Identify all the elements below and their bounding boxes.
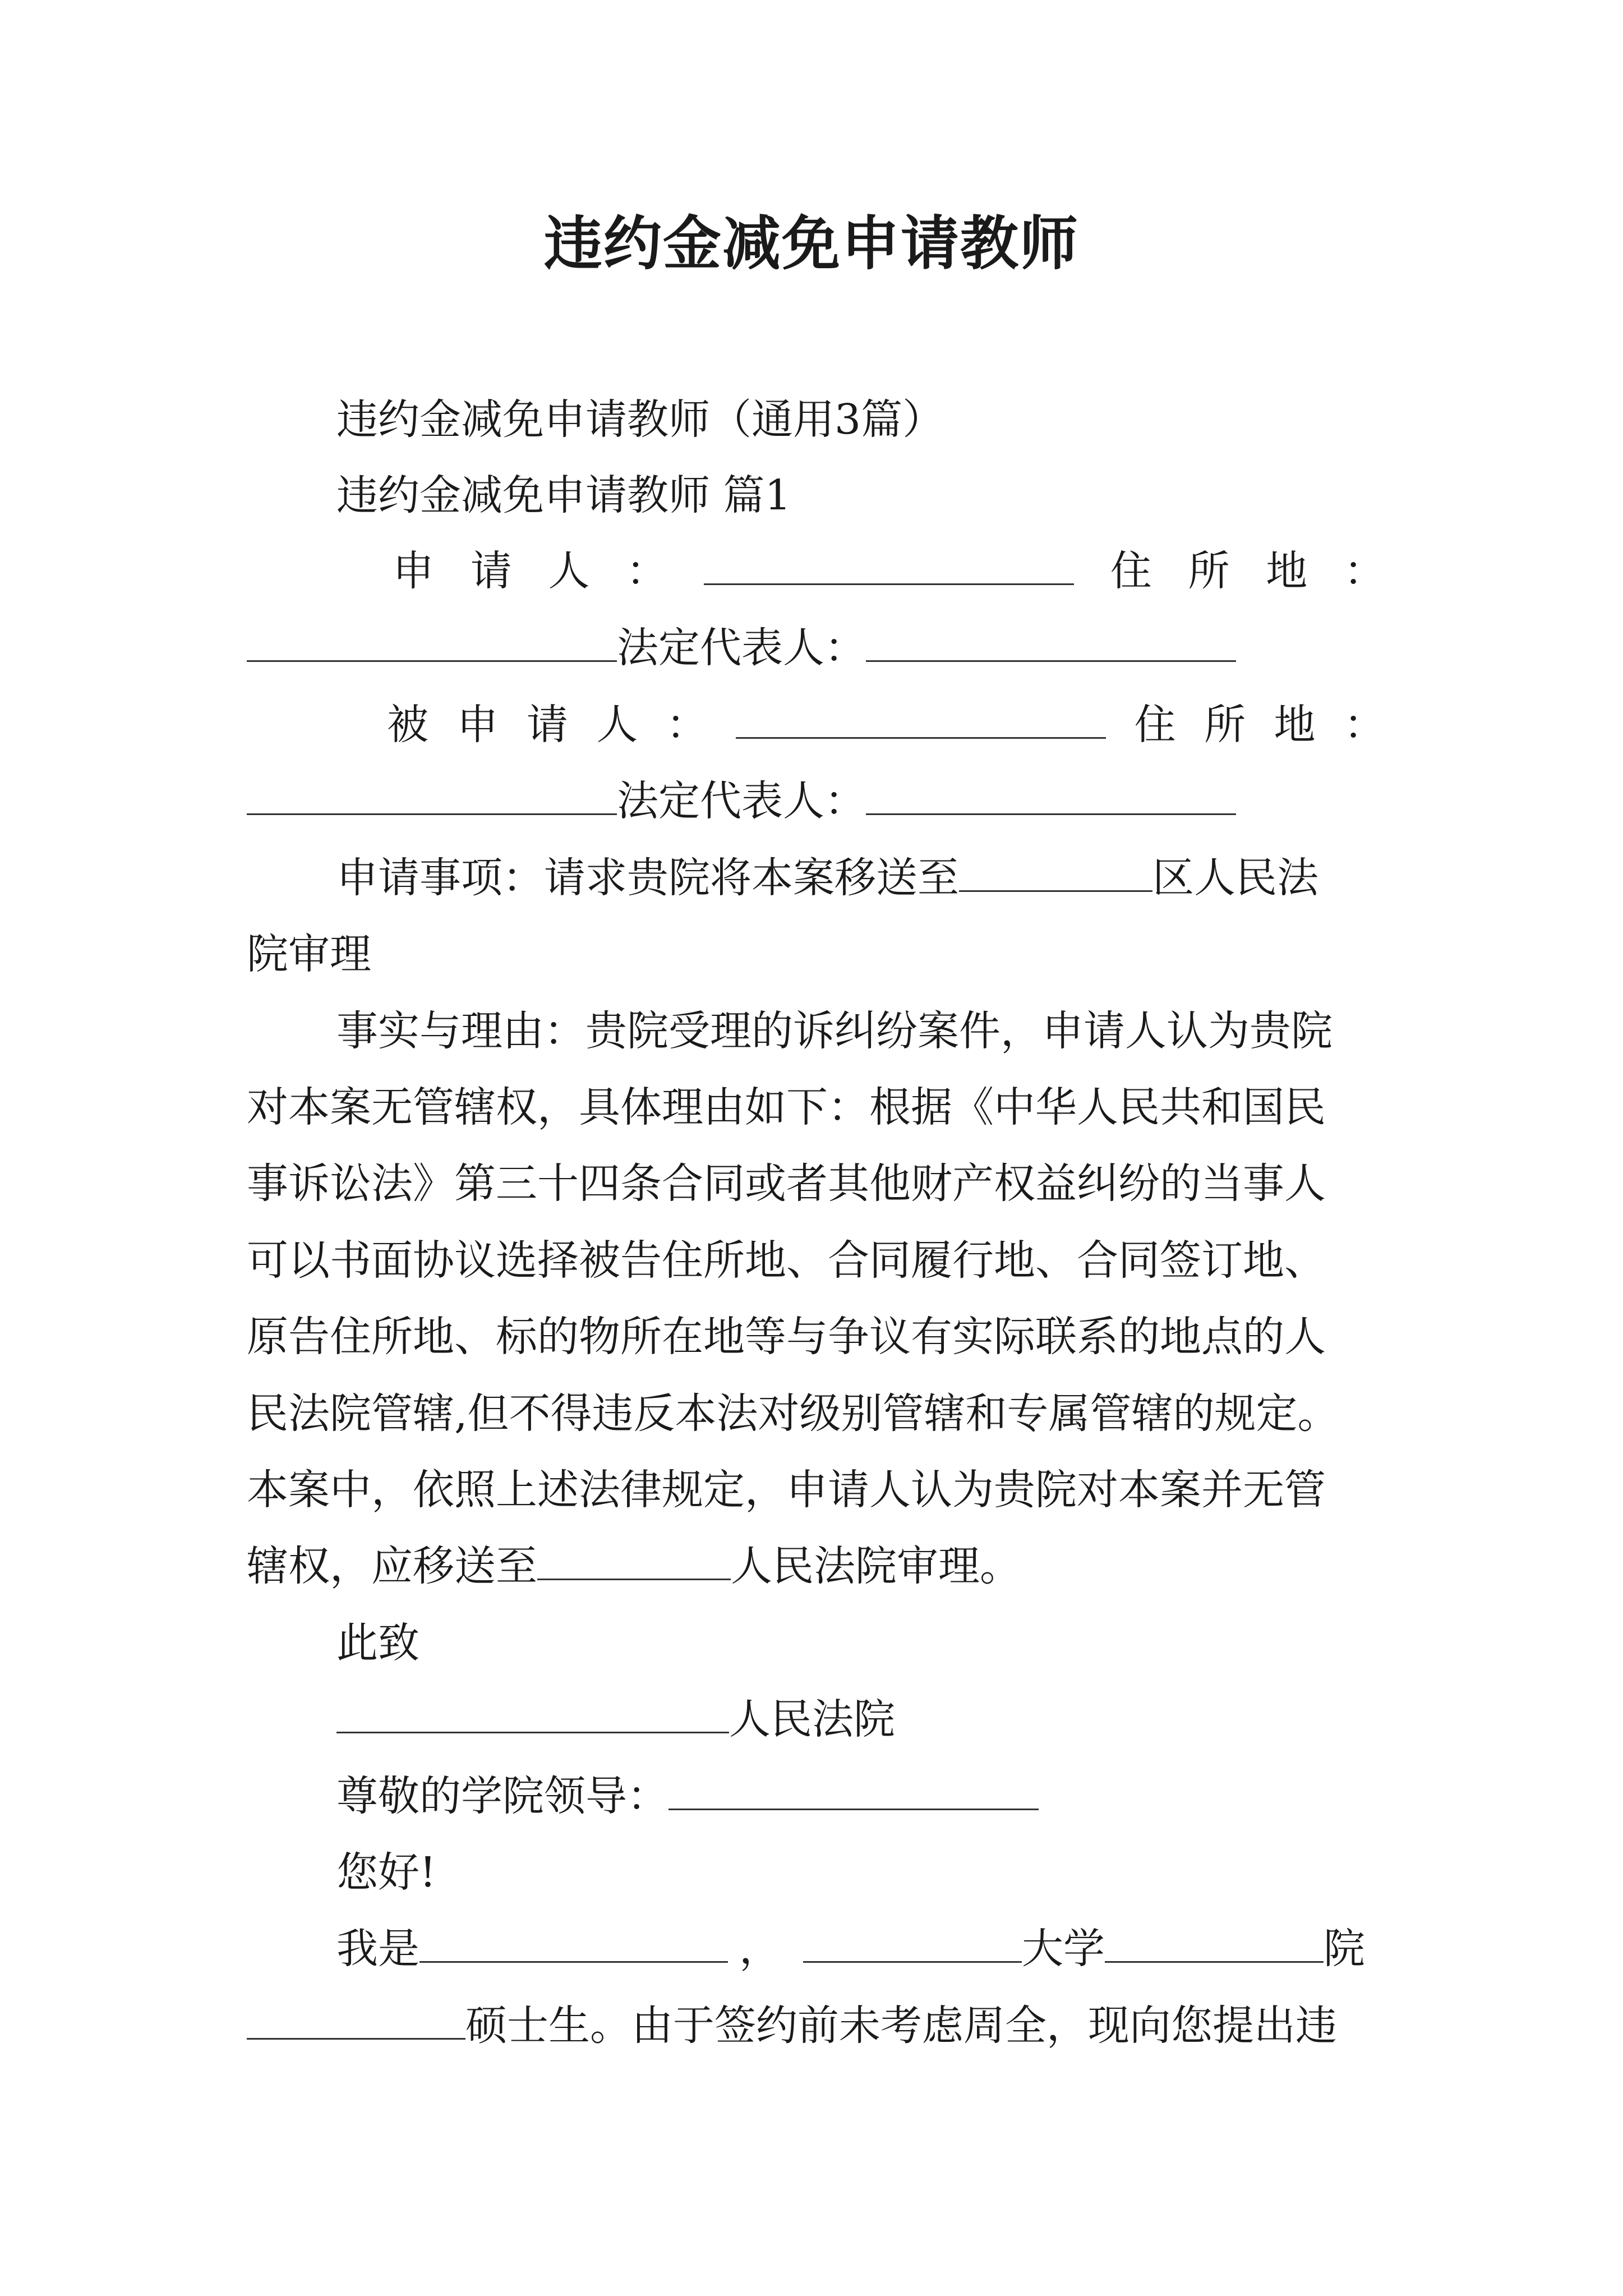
- respondent-char: ：: [666, 701, 708, 749]
- facts-line: 民法院管辖,但不得违反本法对级别管辖和专属管辖的规定。: [247, 1389, 1339, 1438]
- intro-text: 我是: [336, 1925, 419, 1973]
- residence-char: 地: [1266, 547, 1308, 595]
- legal-rep-line: [247, 610, 1385, 686]
- facts-text: 人民法院审理。: [731, 1542, 1021, 1590]
- salutation: 尊敬的学院领导：: [336, 1772, 668, 1820]
- intro-text: ，: [739, 1925, 781, 1973]
- intro-line: [247, 1987, 1385, 2064]
- intro-text: 大学: [1022, 1925, 1105, 1973]
- legal-rep-blank: [866, 776, 1236, 815]
- respondent-char: 人: [596, 701, 638, 749]
- respondent-line: [387, 687, 1385, 763]
- section-heading: 违约金减免申请教师 篇1: [336, 471, 791, 519]
- respondent-char: 被: [387, 701, 428, 749]
- residence-char: 所: [1188, 547, 1230, 595]
- respondent-blank: [736, 700, 1106, 739]
- document-title: 违约金减免申请教师: [543, 209, 1079, 278]
- request-text: 区人民法: [1152, 854, 1318, 902]
- residence-blank: [247, 776, 617, 815]
- legal-rep-label: 法定代表人：: [617, 624, 866, 672]
- legal-rep-blank: [866, 623, 1236, 662]
- respondent-char: 申: [457, 701, 499, 749]
- residence-char: 住: [1110, 547, 1152, 595]
- residence-char: 住: [1134, 701, 1176, 749]
- residence-char: ：: [1344, 547, 1385, 595]
- facts-line: 事诉讼法》第三十四条合同或者其他财产权益纠纷的当事人: [247, 1159, 1326, 1208]
- college-blank: [1105, 1924, 1324, 1963]
- facts-line: [247, 1528, 1385, 1604]
- intro-text: 硕士生。由于签约前未考虑周全，现向您提出违: [465, 2001, 1337, 2050]
- request-text: 申请事项：请求贵院将本案移送至: [336, 854, 959, 902]
- applicant-char: ：: [626, 547, 668, 595]
- applicant-char: 人: [548, 547, 590, 595]
- applicant-blank: [704, 546, 1074, 585]
- residence-char: 所: [1204, 701, 1246, 749]
- name-blank: [419, 1924, 728, 1963]
- applicant-char: 申: [393, 547, 434, 595]
- facts-line: 本案中，依照上述法律规定，申请人认为贵院对本案并无管: [247, 1466, 1326, 1514]
- district-blank: [959, 853, 1152, 892]
- facts-line: 事实与理由：贵院受理的诉纠纷案件，申请人认为贵院: [336, 1007, 1332, 1055]
- legal-rep-label: 法定代表人：: [617, 777, 866, 825]
- university-blank: [803, 1924, 1022, 1963]
- leader-blank: [668, 1772, 1039, 1810]
- intro-line: [336, 1911, 1385, 1987]
- facts-text: 辖权，应移送至: [247, 1542, 537, 1590]
- greeting: 您好!: [336, 1848, 436, 1897]
- major-blank: [247, 2001, 465, 2040]
- court-name-blank: [336, 1695, 729, 1733]
- intro-text: 院: [1324, 1925, 1365, 1973]
- court-line: [336, 1681, 1385, 1757]
- respondent-char: 请: [526, 701, 568, 749]
- facts-line: 可以书面协议选择被告住所地、合同履行地、合同签订地、: [247, 1236, 1326, 1285]
- applicant-char: 请: [470, 547, 512, 595]
- salutation-line: [336, 1758, 1385, 1834]
- facts-line: 对本案无管辖权，具体理由如下：根据《中华人民共和国民: [247, 1083, 1326, 1131]
- closing: 此致: [336, 1619, 419, 1667]
- residence-blank: [247, 623, 617, 662]
- residence-char: ：: [1343, 701, 1385, 749]
- legal-rep-line: [247, 763, 1385, 839]
- applicant-line: [393, 533, 1385, 609]
- request-line: 院审理: [247, 930, 371, 978]
- subtitle: 违约金减免申请教师（通用3篇）: [336, 395, 944, 444]
- residence-char: 地: [1274, 701, 1316, 749]
- court-blank: [537, 1542, 731, 1580]
- court-label: 人民法院: [729, 1695, 895, 1743]
- request-line: [336, 840, 1385, 916]
- facts-line: 原告住所地、标的物所在地等与争议有实际联系的地点的人: [247, 1313, 1326, 1361]
